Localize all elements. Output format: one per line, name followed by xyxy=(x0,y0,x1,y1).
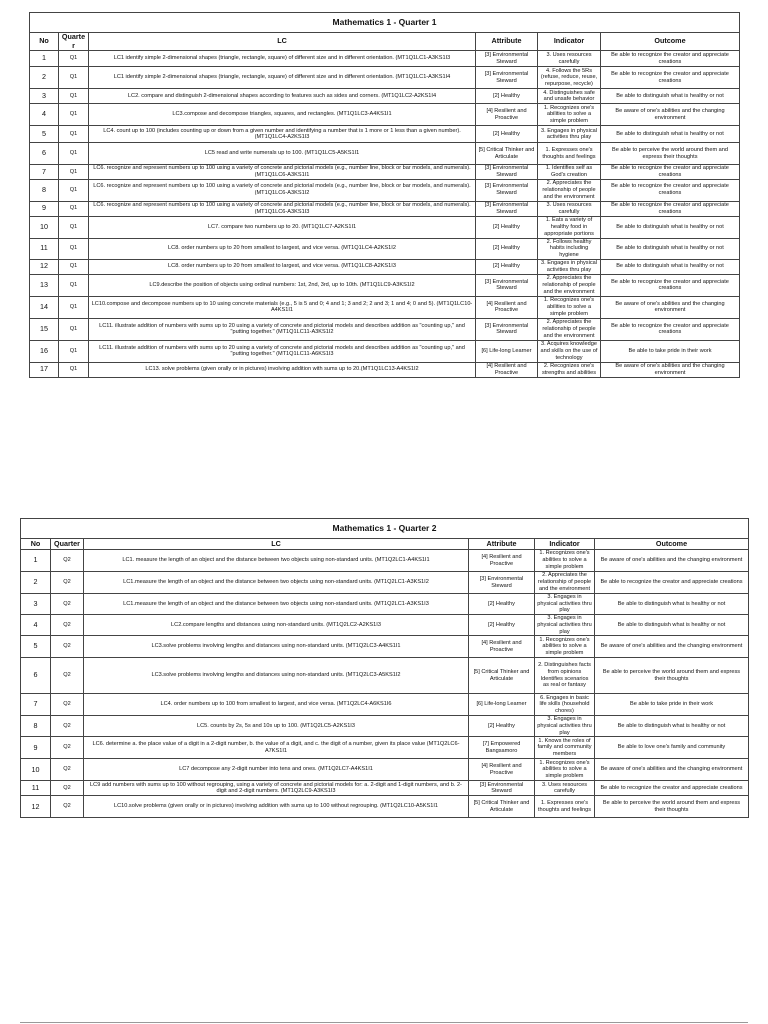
cell-indicator: 1. Recognizes one's abilities to solve a simple problem xyxy=(538,296,601,318)
cell-no: 15 xyxy=(30,318,59,340)
cell-lc: LC2. compare and distinguish 2-dimensional shapes according to features such as sides and corners. (MT1Q1LC2-A2KS1I4 xyxy=(89,89,476,104)
cell-indicator: 2. Distinguishes facts from opinions Identifies scenarios as real or fantasy xyxy=(535,658,595,694)
cell-lc: LC1.measure the length of an object and the distance between two objects using non-standard units. (MT1Q2LC1-A3KS1I3 xyxy=(84,594,469,615)
header-no: No xyxy=(21,539,51,550)
cell-outcome: Be able to recognize the creator and appreciate creations xyxy=(601,318,740,340)
cell-attribute: [3] Environmental Steward xyxy=(476,67,538,89)
header-lc: LC xyxy=(84,539,469,550)
cell-no: 4 xyxy=(30,104,59,126)
header-indicator: Indicator xyxy=(535,539,595,550)
cell-no: 3 xyxy=(21,594,51,615)
cell-indicator: 1. Recognizes one's abilities to solve a simple problem xyxy=(538,104,601,126)
cell-no: 7 xyxy=(21,694,51,716)
cell-quarter: Q2 xyxy=(51,694,84,716)
cell-outcome: Be able to distinguish what is healthy or not xyxy=(601,126,740,143)
cell-quarter: Q1 xyxy=(59,259,89,274)
cell-quarter: Q1 xyxy=(59,89,89,104)
cell-no: 14 xyxy=(30,296,59,318)
cell-indicator: 2. Appreciates the relationship of people and the environment xyxy=(538,318,601,340)
cell-outcome: Be able to recognize the creator and appreciate creations xyxy=(601,67,740,89)
cell-indicator: 1. Recognizes one's abilities to solve a simple problem xyxy=(535,759,595,781)
cell-no: 6 xyxy=(21,658,51,694)
cell-outcome: Be aware of one's abilities and the changing environment xyxy=(601,296,740,318)
quarter2-table xyxy=(20,518,749,818)
cell-indicator: 4. Follows the 5Rs (refuse, reduce, reuse, repurpose, recycle) xyxy=(538,67,601,89)
cell-indicator: 2. Appreciates the relationship of people and the environment xyxy=(538,274,601,296)
cell-attribute: [2] Healthy xyxy=(476,216,538,238)
header-quarter: Quarter xyxy=(51,539,84,550)
cell-indicator: 4. Distinguishes safe and unsafe behavior xyxy=(538,89,601,104)
header-row xyxy=(21,539,749,550)
cell-no: 11 xyxy=(30,238,59,259)
cell-outcome: Be able to distinguish what is healthy or not xyxy=(601,216,740,238)
cell-no: 11 xyxy=(21,781,51,796)
cell-lc: LC8. order numbers up to 20 from smallest to largest, and vice versa. (MT1Q1LC8-A2KS1I3 xyxy=(89,259,476,274)
header-indicator: Indicator xyxy=(538,33,601,51)
table-row xyxy=(21,737,749,759)
cell-no: 10 xyxy=(30,216,59,238)
cell-indicator: 1. Recognizes one's abilities to solve a simple problem xyxy=(535,636,595,658)
cell-quarter: Q2 xyxy=(51,636,84,658)
table-title: Mathematics 1 - Quarter 1 xyxy=(30,13,740,33)
cell-quarter: Q2 xyxy=(51,796,84,818)
table-row xyxy=(21,781,749,796)
cell-quarter: Q1 xyxy=(59,318,89,340)
cell-outcome: Be able to recognize the creator and appreciate creations xyxy=(601,165,740,179)
cell-outcome: Be able to perceive the world around them and express their thoughts xyxy=(601,143,740,165)
cell-quarter: Q1 xyxy=(59,143,89,165)
cell-quarter: Q2 xyxy=(51,759,84,781)
cell-outcome: Be aware of one's abilities and the changing environment xyxy=(601,362,740,377)
cell-attribute: [2] Healthy xyxy=(476,259,538,274)
table-row xyxy=(30,201,740,216)
cell-indicator: 3. Uses resources carefully xyxy=(538,201,601,216)
cell-no: 1 xyxy=(30,51,59,67)
cell-outcome: Be aware of one's abilities and the changing environment xyxy=(595,636,749,658)
cell-attribute: [5] Critical Thinker and Articulate xyxy=(476,143,538,165)
cell-attribute: [2] Healthy xyxy=(476,238,538,259)
cell-indicator: 2. Appreciates the relationship of people and the environment xyxy=(535,572,595,594)
cell-indicator: 1. Identifies self as God's creation xyxy=(538,165,601,179)
cell-outcome: Be aware of one's abilities and the changing environment xyxy=(595,759,749,781)
cell-outcome: Be able to recognize the creator and appreciate creations xyxy=(601,51,740,67)
cell-attribute: [2] Healthy xyxy=(469,615,535,636)
table-row xyxy=(30,89,740,104)
table-row xyxy=(30,143,740,165)
table-row xyxy=(21,759,749,781)
table-body xyxy=(21,550,749,818)
header-outcome: Outcome xyxy=(601,33,740,51)
cell-no: 17 xyxy=(30,362,59,377)
cell-no: 16 xyxy=(30,340,59,362)
cell-no: 6 xyxy=(30,143,59,165)
cell-indicator: 3. Uses resources carefully xyxy=(535,781,595,796)
cell-attribute: [4] Resilient and Proactive xyxy=(476,296,538,318)
cell-indicator: 3. Uses resources carefully xyxy=(538,51,601,67)
cell-lc: LC5 read and write numerals up to 100. (MT1Q1LC5-A5KS1I1 xyxy=(89,143,476,165)
table-row xyxy=(30,104,740,126)
cell-lc: LC1 identify simple 2-dimensional shapes (triangle, rectangle, square) of different size and in different orientation. (MT1Q1LC1-A3KS1I4 xyxy=(89,67,476,89)
table-row xyxy=(30,216,740,238)
cell-no: 10 xyxy=(21,759,51,781)
cell-attribute: [3] Environmental Steward xyxy=(476,201,538,216)
table-row xyxy=(21,636,749,658)
table-row xyxy=(30,296,740,318)
cell-no: 8 xyxy=(30,179,59,201)
quarter1-table xyxy=(29,12,740,378)
cell-outcome: Be able to distinguish what is healthy or not xyxy=(595,615,749,636)
cell-quarter: Q1 xyxy=(59,104,89,126)
cell-no: 13 xyxy=(30,274,59,296)
cell-quarter: Q2 xyxy=(51,781,84,796)
cell-lc: LC5. counts by 2s, 5s and 10s up to 100. (MT1Q2LC5-A2KS1I3 xyxy=(84,716,469,737)
cell-quarter: Q1 xyxy=(59,201,89,216)
cell-quarter: Q1 xyxy=(59,296,89,318)
cell-attribute: [3] Environmental Steward xyxy=(476,318,538,340)
cell-lc: LC13. solve problems (given orally or in pictures) involving addition with sums up to 20.(MT1Q1LC13-A4KS1I2 xyxy=(89,362,476,377)
cell-attribute: [3] Environmental Steward xyxy=(476,274,538,296)
cell-no: 1 xyxy=(21,550,51,572)
cell-outcome: Be able to take pride in their work xyxy=(595,694,749,716)
header-quarter: Quarter xyxy=(59,33,89,51)
table-row xyxy=(21,658,749,694)
cell-attribute: [5] Critical Thinker and Articulate xyxy=(469,658,535,694)
cell-quarter: Q1 xyxy=(59,340,89,362)
cell-outcome: Be able to perceive the world around them and express their thoughts xyxy=(595,658,749,694)
cell-attribute: [3] Environmental Steward xyxy=(476,165,538,179)
cell-indicator: 3. Engages in physical activities thru play xyxy=(538,259,601,274)
cell-no: 5 xyxy=(30,126,59,143)
header-no: No xyxy=(30,33,59,51)
cell-outcome: Be able to distinguish what is healthy or not xyxy=(601,238,740,259)
cell-attribute: [2] Healthy xyxy=(476,89,538,104)
cell-quarter: Q1 xyxy=(59,51,89,67)
cell-no: 12 xyxy=(21,796,51,818)
cell-lc: LC6. recognize and represent numbers up to 100 using a variety of concrete and pictorial models (e.g., number line, block or bar models, and numerals). (MT1Q1LC6-A3KS1I1 xyxy=(89,165,476,179)
table-row xyxy=(21,594,749,615)
cell-no: 9 xyxy=(21,737,51,759)
cell-outcome: Be able to distinguish what is healthy or not xyxy=(595,594,749,615)
cell-indicator: 1. Recognizes one's abilities to solve a simple problem xyxy=(535,550,595,572)
cell-attribute: [4] Resilient and Proactive xyxy=(469,636,535,658)
table-row xyxy=(21,716,749,737)
cell-indicator: 1. Eats a variety of healthy food in appropriate portions xyxy=(538,216,601,238)
cell-outcome: Be able to recognize the creator and appreciate creations xyxy=(601,274,740,296)
table-body xyxy=(30,51,740,378)
cell-indicator: 1. Expresses one's thoughts and feelings xyxy=(538,143,601,165)
cell-quarter: Q1 xyxy=(59,216,89,238)
cell-outcome: Be able to love one's family and community xyxy=(595,737,749,759)
cell-attribute: [4] Resilient and Proactive xyxy=(469,550,535,572)
cell-lc: LC3.solve problems involving lengths and distances using non-standard units. (MT1Q2LC3-A4KS1I1 xyxy=(84,636,469,658)
table-row xyxy=(30,362,740,377)
cell-quarter: Q2 xyxy=(51,594,84,615)
cell-attribute: [2] Healthy xyxy=(469,716,535,737)
cell-lc: LC10.solve problems (given orally or in pictures) involving addition with sums up to 100 without regrouping. (MT1Q2LC10-A5KS1I1 xyxy=(84,796,469,818)
cell-indicator: 3. Engages in physical activities thru play xyxy=(538,126,601,143)
cell-no: 2 xyxy=(21,572,51,594)
cell-attribute: [3] Environmental Steward xyxy=(469,781,535,796)
cell-no: 7 xyxy=(30,165,59,179)
cell-attribute: [3] Environmental Steward xyxy=(476,51,538,67)
cell-lc: LC10.compose and decompose numbers up to 10 using concrete materials (e.g., 5 is 5 and 0; 4 and 1; 3 and 2; 2 and 3; 1 and 4; 0 and 5). (MT1Q1LC10-A4KS1I1 xyxy=(89,296,476,318)
cell-lc: LC1.measure the length of an object and the distance between two objects using non-standard units. (MT1Q2LC1-A3KS1I2 xyxy=(84,572,469,594)
cell-outcome: Be able to distinguish what is healthy or not xyxy=(595,716,749,737)
cell-attribute: [4] Resilient and Proactive xyxy=(476,362,538,377)
cell-lc: LC3.solve problems involving lengths and distances using non-standard units. (MT1Q2LC3-A5KS1I2 xyxy=(84,658,469,694)
table-row xyxy=(30,238,740,259)
cell-no: 2 xyxy=(30,67,59,89)
cell-outcome: Be able to recognize the creator and appreciate creations xyxy=(595,781,749,796)
cell-quarter: Q2 xyxy=(51,737,84,759)
cell-quarter: Q2 xyxy=(51,658,84,694)
cell-quarter: Q1 xyxy=(59,179,89,201)
cell-no: 9 xyxy=(30,201,59,216)
cell-lc: LC11. illustrate addition of numbers with sums up to 20 using a variety of concrete and pictorial models and describes addition as "counting up," and "putting together." (MT1Q1LC11-A3KS1I2 xyxy=(89,318,476,340)
cell-quarter: Q2 xyxy=(51,572,84,594)
table-row xyxy=(21,572,749,594)
cell-indicator: 3. Engages in physical activities thru play xyxy=(535,594,595,615)
cell-no: 4 xyxy=(21,615,51,636)
header-outcome: Outcome xyxy=(595,539,749,550)
cell-quarter: Q2 xyxy=(51,550,84,572)
cell-lc: LC3.compose and decompose triangles, squares, and rectangles. (MT1Q1LC3-A4KS1I1 xyxy=(89,104,476,126)
cell-attribute: [2] Healthy xyxy=(476,126,538,143)
cell-quarter: Q2 xyxy=(51,716,84,737)
cell-lc: LC6. determine a. the place value of a digit in a 2-digit number, b. the value of a digit, and c. the digit of a number, given its place value (MT1Q2LC6-A7KS1I1 xyxy=(84,737,469,759)
cell-attribute: [4] Resilient and Proactive xyxy=(476,104,538,126)
cell-lc: LC7 decompose any 2-digit number into tens and ones. (MT1Q2LC7-A4KS1I1 xyxy=(84,759,469,781)
cell-lc: LC11. illustrate addition of numbers with sums up to 20 using a variety of concrete and pictorial models and describes addition as "counting up," and "putting together." (MT1Q1LC11-A6KS1I3 xyxy=(89,340,476,362)
cell-no: 8 xyxy=(21,716,51,737)
cell-attribute: [5] Critical Thinker and Articulate xyxy=(469,796,535,818)
cell-lc: LC4. order numbers up to 100 from smallest to largest, and vice versa. (MT1Q2LC4-A6KS1I6 xyxy=(84,694,469,716)
cell-indicator: 3. Engages in physical activities thru play xyxy=(535,716,595,737)
table-row xyxy=(30,51,740,67)
cell-lc: LC1 identify simple 2-dimensional shapes (triangle, rectangle, square) of different size and in different orientation. (MT1Q1LC1-A3KS1I3 xyxy=(89,51,476,67)
cell-lc: LC1. measure the length of an object and the distance between two objects using non-standard units. (MT1Q2LC1-A4KS1I1 xyxy=(84,550,469,572)
cell-attribute: [6] Life-long Learner xyxy=(469,694,535,716)
cell-outcome: Be able to recognize the creator and appreciate creations xyxy=(601,179,740,201)
table-row xyxy=(30,318,740,340)
cell-indicator: 2. Recognizes one's strengths and abilities xyxy=(538,362,601,377)
cell-attribute: [4] Resilient and Proactive xyxy=(469,759,535,781)
cell-outcome: Be able to perceive the world around them and express their thoughts xyxy=(595,796,749,818)
header-row xyxy=(30,33,740,51)
cell-lc: LC9.describe the position of objects using ordinal numbers: 1st, 2nd, 3rd, up to 10th. (MT1Q1LC9-A3KS1I2 xyxy=(89,274,476,296)
table-title: Mathematics 1 - Quarter 2 xyxy=(21,519,749,539)
table-row xyxy=(21,796,749,818)
header-attribute: Attribute xyxy=(476,33,538,51)
table-row xyxy=(30,67,740,89)
cell-indicator: 6. Engages in basic life skills (household chores) xyxy=(535,694,595,716)
cell-lc: LC6. recognize and represent numbers up to 100 using a variety of concrete and pictorial models (e.g., number line, block or bar models, and numerals). (MT1Q1LC6-A3KS1I2 xyxy=(89,179,476,201)
cell-attribute: [6] Life-long Learner xyxy=(476,340,538,362)
table-row xyxy=(30,126,740,143)
cell-outcome: Be able to recognize the creator and appreciate creations xyxy=(595,572,749,594)
cell-no: 3 xyxy=(30,89,59,104)
cell-indicator: 2. Follows healthy habits including hygiene xyxy=(538,238,601,259)
cell-outcome: Be able to recognize the creator and appreciate creations xyxy=(601,201,740,216)
cell-outcome: Be aware of one's abilities and the changing environment xyxy=(595,550,749,572)
cell-lc: LC2.compare lengths and distances using non-standard units. (MT1Q2LC2-A2KS1I3 xyxy=(84,615,469,636)
cell-indicator: 1. Knows the roles of family and community members xyxy=(535,737,595,759)
cell-indicator: 2. Appreciates the relationship of people and the environment xyxy=(538,179,601,201)
table-row xyxy=(30,274,740,296)
cell-indicator: 3. Engages in physical activities thru play xyxy=(535,615,595,636)
header-lc: LC xyxy=(89,33,476,51)
cell-quarter: Q1 xyxy=(59,126,89,143)
table-row xyxy=(30,259,740,274)
cell-lc: LC9 add numbers with sums up to 100 without regrouping, using a variety of concrete and pictorial models for: a. 2-digit and 1-digit numbers, and b. 2-digit and 2-digit numbers. (MT1Q2LC9-A3KS1I3 xyxy=(84,781,469,796)
cell-quarter: Q1 xyxy=(59,362,89,377)
cell-indicator: 1. Expresses one's thoughts and feelings xyxy=(535,796,595,818)
cell-lc: LC7. compare two numbers up to 20. (MT1Q1LC7-A2KS1I1 xyxy=(89,216,476,238)
page-divider xyxy=(20,1022,748,1023)
cell-outcome: Be able to take pride in their work xyxy=(601,340,740,362)
cell-outcome: Be able to distinguish what is healthy or not xyxy=(601,89,740,104)
cell-quarter: Q2 xyxy=(51,615,84,636)
cell-no: 12 xyxy=(30,259,59,274)
table-row xyxy=(30,340,740,362)
cell-attribute: [3] Environmental Steward xyxy=(469,572,535,594)
table-row xyxy=(21,615,749,636)
cell-quarter: Q1 xyxy=(59,274,89,296)
table-row xyxy=(21,550,749,572)
cell-attribute: [2] Healthy xyxy=(469,594,535,615)
cell-no: 5 xyxy=(21,636,51,658)
cell-quarter: Q1 xyxy=(59,238,89,259)
cell-quarter: Q1 xyxy=(59,67,89,89)
cell-quarter: Q1 xyxy=(59,165,89,179)
cell-attribute: [7] Empowered Bangsamoro xyxy=(469,737,535,759)
cell-indicator: 3. Acquires knowledge and skills on the use of technology xyxy=(538,340,601,362)
cell-attribute: [3] Environmental Steward xyxy=(476,179,538,201)
cell-lc: LC4. count up to 100 (includes counting up or down from a given number and identifying a number that is 1 more or 1 less than a given number). (MT1Q1LC4-A2KS1I3 xyxy=(89,126,476,143)
cell-outcome: Be able to distinguish what is healthy or not xyxy=(601,259,740,274)
cell-lc: LC8. order numbers up to 20 from smallest to largest, and vice versa. (MT1Q1LC4-A2KS1I2 xyxy=(89,238,476,259)
table-row xyxy=(21,694,749,716)
header-attribute: Attribute xyxy=(469,539,535,550)
table-row xyxy=(30,165,740,179)
cell-lc: LC6. recognize and represent numbers up to 100 using a variety of concrete and pictorial models (e.g., number line, block or bar models, and numerals). (MT1Q1LC6-A3KS1I3 xyxy=(89,201,476,216)
cell-outcome: Be aware of one's abilities and the changing environment xyxy=(601,104,740,126)
table-row xyxy=(30,179,740,201)
